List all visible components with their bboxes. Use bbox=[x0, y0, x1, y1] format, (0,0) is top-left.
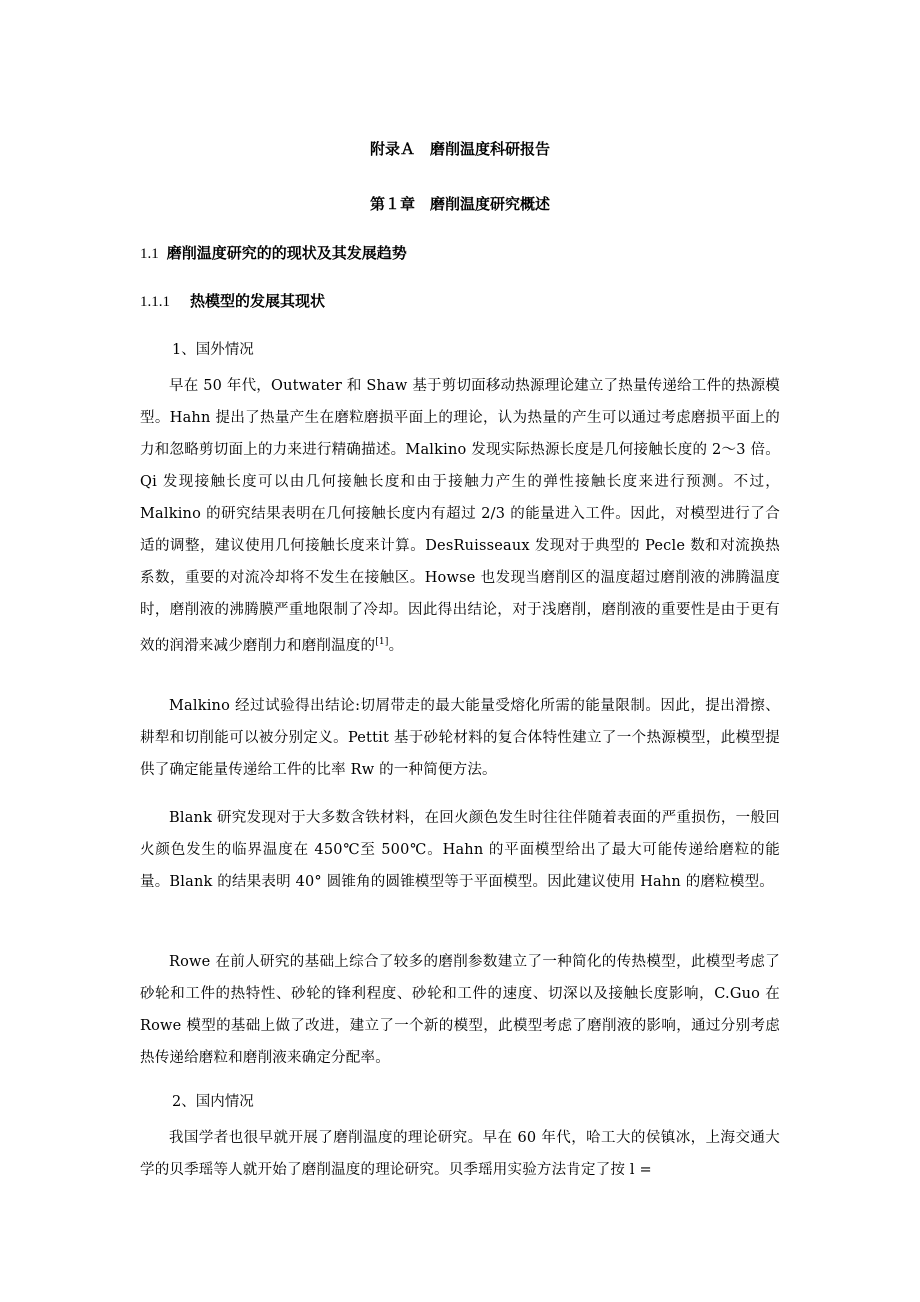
section-heading-1-1 bbox=[140, 242, 407, 263]
paragraph-1 bbox=[140, 370, 780, 662]
paragraph-1-end: 。 bbox=[388, 637, 404, 654]
paragraph-3: Blank 研究发现对于大多数含铁材料，在回火颜色发生时往往伴随着表面的严重损伤，一般回火颜色发生的临界温度在 450℃至 500℃。Hahn 的平面模型给出了最大可能传递给磨粒的能量。Blank 的结果表明 40° 圆锥角的圆锥模型等于平面模型。因此建议使用 Hahn 的磨粒模型。 bbox=[140, 810, 780, 890]
subheading-domestic: 2、国内情况 bbox=[172, 1094, 254, 1110]
section-heading-1-1-1 bbox=[140, 290, 325, 311]
paragraph-5: 我国学者也很早就开展了磨削温度的理论研究。早在 60 年代，哈工大的侯镇冰，上海交通大学的贝季瑶等人就开始了磨削温度的理论研究。贝季瑶用实验方法肯定了按 l = bbox=[140, 1130, 780, 1178]
paragraph-2: Malkino 经过试验得出结论:切屑带走的最大能量受熔化所需的能量限制。因此，提出滑擦、耕犁和切削能可以被分别定义。Pettit 基于砂轮材料的复合体特性建立了一个热源模型，此模型提供了确定能量传递给工件的比率 Rw 的一种简便方法。 bbox=[140, 698, 780, 778]
chapter-title: 第１章 磨削温度研究概述 bbox=[369, 195, 550, 213]
paragraph-4: Rowe 在前人研究的基础上综合了较多的磨削参数建立了一种简化的传热模型，此模型考虑了砂轮和工件的热特性、砂轮的锋利程度、砂轮和工件的速度、切深以及接触长度影响，C.Guo 在 Rowe 模型的基础上做了改进，建立了一个新的模型，此模型考虑了磨削液的影响，通过分别考虑热传递给磨粒和磨削液来确定分配率。 bbox=[140, 954, 780, 1066]
citation-ref: [1] bbox=[375, 637, 389, 647]
appendix-title: 附录Ａ 磨削温度科研报告 bbox=[369, 140, 550, 158]
section-title: 热模型的发展其现状 bbox=[190, 292, 326, 310]
section-title: 磨削温度研究的的现状及其发展趋势 bbox=[166, 244, 407, 262]
subheading-foreign: 1、国外情况 bbox=[172, 342, 254, 358]
paragraph-1-text: 早在 50 年代，Outwater 和 Shaw 基于剪切面移动热源理论建立了热量传递给工件的热源模型。Hahn 提出了热量产生在磨粒磨损平面上的理论，认为热量的产生可以通过考虑磨损平面上的力和忽略剪切面上的力来进行精确描述。Malkino 发现实际热源长度是几何接触长度的 2～3 倍。Qi 发现接触长度可以由几何接触长度和由于接触力产生的弹性接触长度来进行预测。不过，Malkino 的研究结果表明在几何接触长度内有超过 2/3 的能量进入工件。因此，对模型进行了合适的调整，建议使用几何接触长度来计算。DesRuisseaux 发现对于典型的 Pecle 数和对流换热系数，重要的对流冷却将不发生在接触区。Howse 也发现当磨削区的温度超过磨削液的沸腾温度时，磨削液的沸腾膜严重地限制了冷却。因此得出结论，对于浅磨削，磨削液的重要性是由于更有效的润滑来减少磨削力和磨削温度的 bbox=[140, 378, 780, 654]
section-number: 1.1 bbox=[140, 246, 159, 262]
section-number: 1.1.1 bbox=[140, 294, 170, 310]
